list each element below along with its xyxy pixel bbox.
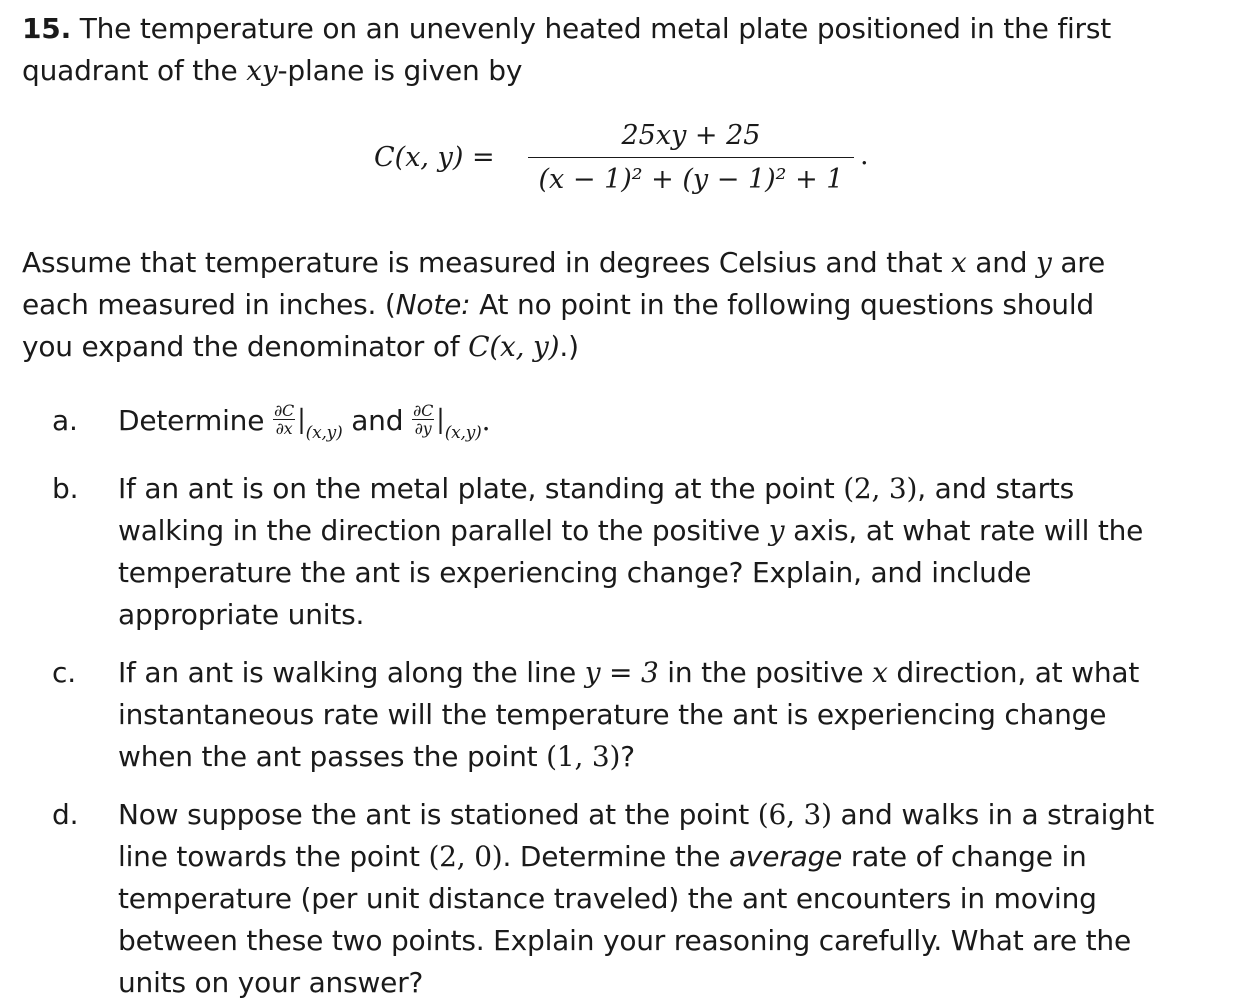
part-label: a. xyxy=(52,404,78,437)
fraction-bar xyxy=(528,157,854,158)
note-label: Note: xyxy=(395,288,471,321)
part-c-line: instantaneous rate will the temperature the ant is experiencing change xyxy=(118,698,1107,731)
part-d-line: between these two points. Explain your reasoning carefully. What are the xyxy=(118,924,1131,957)
point-2-0: (2, 0) xyxy=(428,840,503,873)
part-d-line: units on your answer? xyxy=(118,966,424,999)
point-6-3: (6, 3) xyxy=(757,798,832,831)
part-c-text: If an ant is walking along the line xyxy=(118,656,585,689)
formula-numerator: 25xy + 25 xyxy=(621,120,761,151)
math-x: x xyxy=(872,656,888,689)
assumption-line-1 xyxy=(22,242,1212,284)
partial-c-y-fraction xyxy=(412,402,434,437)
part-label: b. xyxy=(52,472,79,505)
partial-denominator: ∂y xyxy=(414,418,432,438)
assumption-text: are xyxy=(1051,246,1106,279)
intro-text-2a: quadrant of the xyxy=(22,54,247,87)
evaluation-subscript: (x,y) xyxy=(444,423,482,443)
part-b-line xyxy=(118,510,1218,552)
assumption-paragraph xyxy=(22,242,1212,368)
part-a-period: . xyxy=(481,404,491,437)
intro-text-2b: -plane is given by xyxy=(277,54,523,87)
intro-line-1 xyxy=(22,8,1212,50)
temperature-formula xyxy=(374,120,894,200)
average-emphasis: average xyxy=(728,840,843,873)
part-label: c. xyxy=(52,656,76,689)
partial-c-x-fraction xyxy=(273,402,295,437)
part-d-line: temperature (per unit distance traveled) the ant encounters in moving xyxy=(118,882,1097,915)
evaluation-bar: | xyxy=(297,405,306,435)
math-y: y xyxy=(768,514,785,547)
part-b-text: If an ant is on the metal plate, standing at the point xyxy=(118,472,844,505)
part-d-text: Now suppose the ant is stationed at the point xyxy=(118,798,758,831)
math-y: y xyxy=(1036,246,1052,279)
formula-denominator: (x − 1)² + (y − 1)² + 1 xyxy=(538,164,844,195)
part-d-line xyxy=(118,794,1218,836)
math-x: x xyxy=(950,246,967,279)
part-d-body xyxy=(118,794,1218,1004)
part-c-text: ? xyxy=(620,740,635,773)
evaluation-bar: | xyxy=(436,405,445,435)
part-a-text: Determine xyxy=(118,404,273,437)
assumption-text: you expand the denominator of xyxy=(22,330,469,363)
intro-text-1: The temperature on an unevenly heated metal plate positioned in the first xyxy=(79,12,1112,45)
part-d-text: and walks in a straight xyxy=(831,798,1155,831)
part-a-body xyxy=(118,400,1218,446)
evaluation-subscript: (x,y) xyxy=(305,423,343,443)
assumption-text: each measured in inches. ( xyxy=(22,288,396,321)
assumption-text: .) xyxy=(559,330,579,363)
assumption-line-2 xyxy=(22,284,1212,326)
assumption-text: and xyxy=(966,246,1037,279)
formula-period: . xyxy=(860,140,869,171)
part-c-line xyxy=(118,652,1218,694)
part-b-body xyxy=(118,468,1218,636)
problem-number: 15. xyxy=(22,12,72,45)
assumption-text: At no point in the following questions should xyxy=(470,288,1094,321)
part-b-text: walking in the direction parallel to the positive xyxy=(118,514,769,547)
part-d-line xyxy=(118,836,1218,878)
part-d-text: line towards the point xyxy=(118,840,429,873)
part-label: d. xyxy=(52,798,79,831)
part-b-line: appropriate units. xyxy=(118,598,365,631)
assumption-line-3 xyxy=(22,326,1212,368)
point-1-3: (1, 3) xyxy=(546,740,621,773)
part-b-text: , and starts xyxy=(917,472,1075,505)
math-cxy: C(x, y) xyxy=(468,330,560,363)
intro-line-2 xyxy=(22,50,1212,92)
partial-numerator: ∂C xyxy=(273,400,295,420)
part-c-text: in the positive xyxy=(658,656,873,689)
part-b-text: axis, at what rate will the xyxy=(784,514,1144,547)
part-c-line xyxy=(118,736,1218,778)
intro-math-xy: xy xyxy=(246,54,278,87)
part-b-line xyxy=(118,468,1218,510)
assumption-text: Assume that temperature is measured in degrees Celsius and that xyxy=(22,246,951,279)
part-d-text: . Determine the xyxy=(502,840,729,873)
part-c-text: direction, at what xyxy=(887,656,1140,689)
partial-denominator: ∂x xyxy=(275,418,293,438)
part-b-line: temperature the ant is experiencing change? Explain, and include xyxy=(118,556,1032,589)
partial-numerator: ∂C xyxy=(413,400,434,420)
part-a-text: and xyxy=(342,404,412,437)
math-y-equals-3: y = 3 xyxy=(584,656,659,689)
problem-intro xyxy=(22,8,1212,92)
part-d-text: rate of change in xyxy=(842,840,1087,873)
formula-lhs: C(x, y) = xyxy=(374,142,495,173)
part-c-text: when the ant passes the point xyxy=(118,740,547,773)
point-2-3: (2, 3) xyxy=(843,472,918,505)
part-c-body xyxy=(118,652,1218,778)
